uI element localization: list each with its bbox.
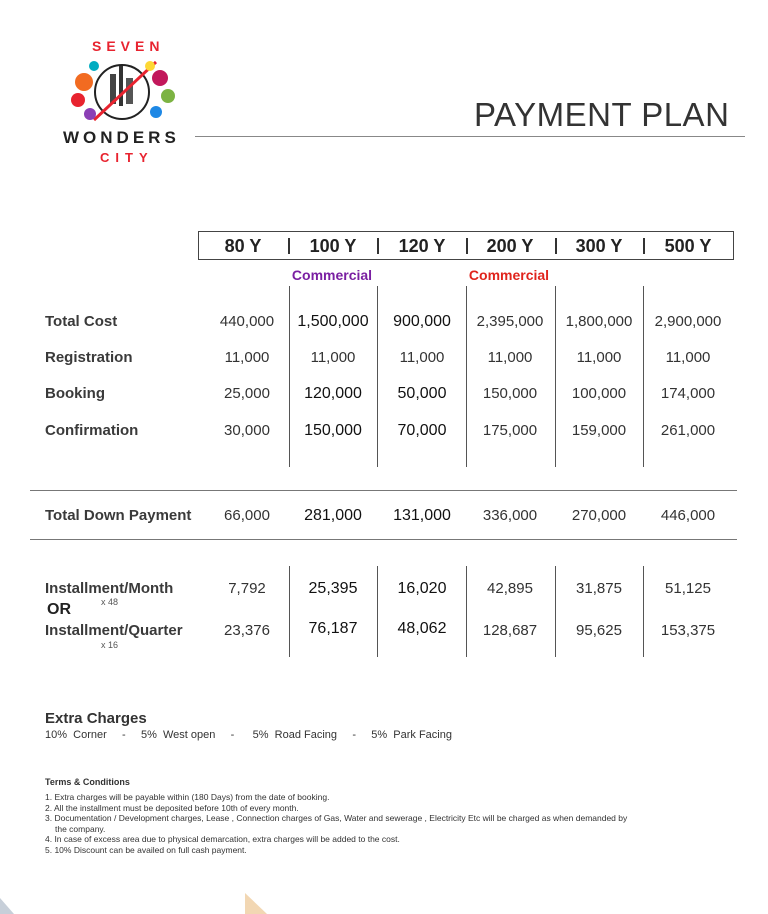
cell: 100,000 — [571, 385, 627, 402]
cell: 7,792 — [228, 580, 266, 597]
cell: 150,000 — [304, 422, 362, 439]
cell: 95,625 — [576, 622, 622, 639]
cell: 76,187 — [308, 620, 358, 637]
cell: 30,000 — [224, 422, 270, 439]
column-header-100y: 100 Y — [309, 236, 357, 256]
section-divider — [30, 539, 737, 540]
terms-title: Terms & Conditions — [45, 777, 130, 787]
cell: 2,900,000 — [654, 313, 722, 330]
or-text: OR — [47, 601, 71, 618]
cell: 261,000 — [660, 422, 716, 439]
cell: 31,875 — [576, 580, 622, 597]
terms-item: the company. — [55, 823, 106, 834]
terms-item: 5. 10% Discount can be availed on full cash payment. — [45, 844, 247, 855]
cell: 900,000 — [393, 313, 451, 330]
multiplier-month: x 48 — [101, 597, 119, 607]
cell: 48,062 — [397, 620, 447, 637]
cell: 159,000 — [571, 422, 627, 439]
row-label-installment-month: Installment/Month — [45, 580, 174, 597]
cell: 16,020 — [397, 580, 447, 597]
cell: 1,500,000 — [297, 313, 369, 330]
column-header-120y: 120 Y — [398, 236, 446, 256]
cell: 11,000 — [665, 349, 711, 366]
cell: 153,375 — [660, 622, 716, 639]
cell: 51,125 — [665, 580, 711, 597]
terms-item: 3. Documentation / Development charges, Lease , Connection charges of Gas, Water and sewerage , Electricity Etc will be charged as when demanded by — [45, 813, 628, 824]
logo-city-text: CITY — [100, 150, 154, 165]
cell: 120,000 — [304, 385, 362, 402]
cell: 11,000 — [224, 349, 270, 366]
commercial-tag-200y: Commercial — [468, 267, 550, 283]
cell: 1,800,000 — [565, 313, 633, 330]
row-label-total-down-payment: Total Down Payment — [45, 507, 192, 524]
column-header-200y: 200 Y — [486, 236, 534, 256]
cell: 25,000 — [224, 385, 270, 402]
logo-emblem-icon — [64, 56, 182, 128]
title-divider — [195, 136, 745, 137]
terms-item: 2. All the installment must be deposited before 10th of every month. — [45, 802, 299, 813]
extra-charges-line: 10% Corner - 5% West open - 5% Road Facing - 5% Park Facing — [45, 729, 452, 741]
cell: 11,000 — [310, 349, 356, 366]
cell: 174,000 — [660, 385, 716, 402]
row-label-registration: Registration — [45, 349, 133, 366]
terms-item: 4. In case of excess area due to physical demarcation, extra charges will be added to the cost. — [45, 834, 400, 845]
column-header-80y: 80 Y — [224, 236, 262, 256]
cell: 131,000 — [393, 507, 451, 524]
cell: 70,000 — [397, 422, 447, 439]
section-divider — [30, 490, 737, 491]
cell: 66,000 — [224, 507, 270, 524]
row-label-confirmation: Confirmation — [45, 422, 139, 439]
cell: 42,895 — [487, 580, 533, 597]
cell: 281,000 — [304, 507, 362, 524]
column-header-500y: 500 Y — [664, 236, 712, 256]
cell: 2,395,000 — [476, 313, 544, 330]
decorative-corner — [0, 898, 14, 914]
logo-seven-text: SEVEN — [92, 38, 165, 54]
cell: 446,000 — [660, 507, 716, 524]
cell: 11,000 — [487, 349, 533, 366]
page-title: PAYMENT PLAN — [474, 96, 730, 133]
cell: 11,000 — [576, 349, 622, 366]
logo-wonders-text: WONDERS — [63, 128, 180, 147]
cell: 128,687 — [482, 622, 538, 639]
row-label-installment-quarter: Installment/Quarter — [45, 622, 183, 639]
decorative-corner — [245, 893, 267, 914]
row-label-total-cost: Total Cost — [45, 313, 118, 330]
cell: 11,000 — [399, 349, 445, 366]
terms-item: 1. Extra charges will be payable within (180 Days) from the date of booking. — [45, 792, 330, 802]
cell: 336,000 — [482, 507, 538, 524]
row-label-booking: Booking — [45, 385, 105, 402]
multiplier-quarter: x 16 — [101, 640, 119, 650]
cell: 25,395 — [308, 580, 358, 597]
terms-list — [45, 792, 725, 856]
extra-charges-title: Extra Charges — [45, 710, 147, 727]
cell: 150,000 — [482, 385, 538, 402]
cell: 440,000 — [219, 313, 275, 330]
column-header-300y: 300 Y — [575, 236, 623, 256]
cell: 50,000 — [397, 385, 447, 402]
commercial-tag-100y: Commercial — [291, 267, 373, 283]
cell: 270,000 — [571, 507, 627, 524]
cell: 23,376 — [224, 622, 270, 639]
cell: 175,000 — [482, 422, 538, 439]
